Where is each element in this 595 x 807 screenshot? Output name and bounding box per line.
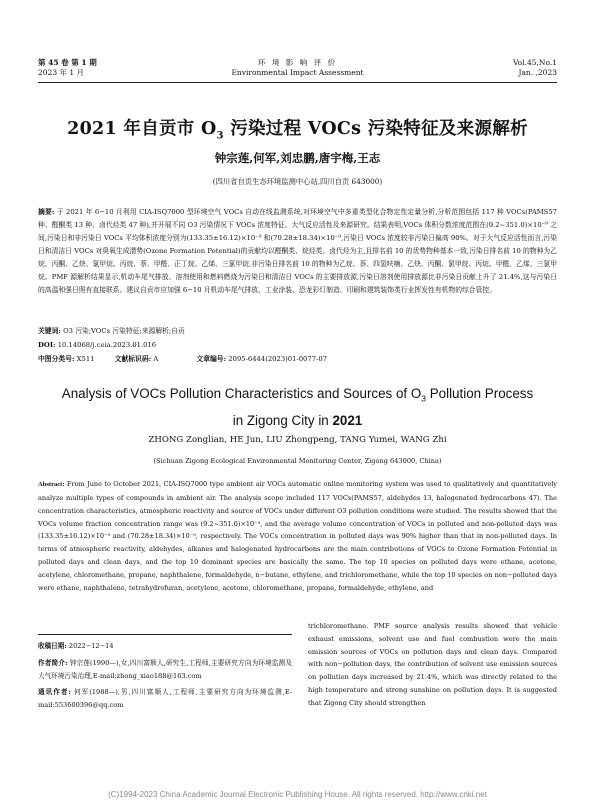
date-zh: 2023 年 1 月 [38,68,85,77]
title-en-line1-sub: 3 [421,393,426,404]
title-en-line2-bold: 2021 [332,412,363,428]
clc-label: 中图分类号: [38,355,75,363]
keywords-zh-label: 关键词: [38,327,61,335]
abstract-zh-text: 于 2021 年 6−10 月利用 CIA-ISQ7000 型环境空气 VOCs 自动在线监测系统,对环境空气中多重类型化合物定性定量分析,分析范围包括 117 种 VOCs(PAMS57 种、醛酮类 13 种、卤代烃类 47 种),并开展不同 O3 污染情况下 VOCs 浓度特征、大气反应活性及来源研究。结果表明,VOCs 体积分数浓度范围在(9.2~351.0)×10⁻⁹ 之间,污染日和非污染日 VOCs 平均体积浓度分别为(133.35±16.12)×10⁻⁹ 和(70.28±18.34)×10⁻⁹,污染日 VOCs 浓度较非污染日偏高 90%。对于大气反应活性而言,污染日和清洁日 VOCs 对臭氧生成潜势(Ozone Formation Potential)的贡献均以醛酮类、烷烃类、卤代烃为主,且排名前 10 的优势物种基本一致,污染日排名前 10 的物种为乙烷、丙酮、乙炔、氯甲烷、丙烷、萘、甲醛、正丁烷、乙烯、三氯甲烷,非污染日排名前 10 的物种为乙烷、萘、四氢呋喃、乙炔、丙酮、氯甲烷、丙烷、甲醛、乙烯、三氯甲烷。PMF 源解析结果显示,机动车尾气排放、溶剂使用和燃料燃烧为污染日和清洁日 VOCs 的主要排放源,污染日溶剂使用排放源比非污染日贡献上升了 21.4%,这与污染日的高温和强日照有直接联系。建议自贡市应加强 6−10 月机动车尾气排放、工业涂装、恐龙彩灯制造、印刷和建筑装饰类行业挥发性有机物的综合管控。 [38,208,557,294]
title-en-line2 [30,410,565,431]
volume-issue-zh: 第 45 卷 第 1 期 [38,58,97,67]
author-info [38,657,292,683]
article-no-label: 文章编号: [196,355,227,363]
received-value: 2022−12−14 [68,642,114,650]
title-en-line1-post: Pollution Process [426,386,534,401]
corresponding-value: 何军(1988—),男,四川富顺人,工程师,主要研究方向为环境监测,E-mail:553600396@qq.com [38,688,292,710]
title-zh [0,115,595,142]
doi [38,339,557,352]
title-en-line1-pre: Analysis of VOCs Pollution Characteristics and Sources of O [61,386,422,401]
corresponding-label: 通讯作者: [38,688,71,697]
article-no-value: 2095-6444(2023)01-0077-07 [228,355,327,363]
classification [38,353,557,366]
title-en [30,383,565,431]
clc-value: X511 [76,355,95,363]
journal-name-en: Environmental Impact Assessment [231,68,364,77]
received-label: 收稿日期: [38,642,67,650]
abstract-zh-label: 摘要: [38,208,55,216]
authors-en: ZHONG Zonglian, HE Jun, LIU Zhongpeng, TANG Yumei, WANG Zhi [148,435,447,445]
author-info-value: 钟宗莲(1990—),女,四川富顺人,研究生,工程师,主要研究方向为环境监测及大气环境污染治理,E-mail:zhong_xiao188@163.com [38,658,292,680]
keywords-zh [38,325,557,338]
abstract-en-right-column: trichloromethane. PMF source analysis results showed that vehicle exhaust emissions, solvent use and fuel combustion were the main emission sources of VOCs on pollution days and clean days. Compared with non−pollution days, the contribution of solvent use emission sources on pollution days increased by 21.4%, which was directly related to the high temperature and strong sunshine on pollution days. It is suggested that Zigong City should strengthen [308,622,557,707]
footnote-rule [38,634,292,635]
journal-issue-right [513,58,557,78]
affiliation-en: (Sichuan Zigong Ecological Environmental Monitoring Center, Zigong 643000, China) [153,457,442,465]
title-zh-pre: 2021 年自贡市 O [67,119,217,139]
copyright-footer: (C)1994-2023 China Academic Journal Electronic Publishing House. All rights reserved. http://www.cnki.net [108,790,487,799]
header-rule [38,82,557,83]
author-info-label: 作者简介: [38,658,68,667]
corresponding-author [38,686,292,712]
title-en-line1 [30,383,565,410]
date-en: Jan. ,2023 [518,68,557,77]
abstract-en-label: Abstract: [38,481,65,488]
doc-code-label: 文献标识码: [114,355,152,363]
volume-issue-en: Vol.45,No.1 [512,58,557,67]
abstract-zh [38,206,557,297]
title-zh-sub: 3 [216,130,224,142]
received-date [38,640,292,653]
doi-label: DOI: [38,341,56,349]
affiliation-zh: (四川省自贡生态环境监测中心站,四川自贡 643000) [212,177,383,186]
doi-text: 10.14068/j.ceia.2023.01.016 [57,341,157,349]
keywords-zh-text: O3 污染;VOCs 污染特征;来源解析;自贡 [63,327,185,335]
authors-zh: 钟宗莲,何军,刘忠鹏,唐宇梅,王志 [214,151,381,165]
journal-name-zh: 环 境 影 响 评 价 [258,58,337,67]
doc-code-value: A [153,355,159,363]
title-zh-post: 污染过程 VOCs 污染特征及来源解析 [223,119,528,139]
abstract-en [38,478,557,595]
title-en-line2-pre: in Zigong City in [232,412,333,428]
footnotes [38,640,292,712]
journal-name [0,58,595,78]
abstract-en-text: From June to October 2021, CIA-ISQ7000 type ambient air VOCs automatic online monitoring system was used to qualitatively and quantitatively analyze multiple types of compounds in ambient air. The analysis scope included 117 VOCs(PAMS57, aldehydes 13, halogenated hydrocarbons 47). The concentration characteristics, atmospheric reactivity and source of VOCs under different O3 pollution conditions were studied. The results showed that the VOCs volume fraction concentration range was (9.2~351.0)×10⁻⁹, and the average volume concentration of VOCs in polluted and non-polluted days was (133.35±16.12)×10⁻⁹ and (70.28±18.34)×10⁻⁹, respectively. The VOCs concentration in polluted days was 90% higher than that in non-polluted days. In terms of atmospheric reactivity, aldehydes, alkanes and halogenated hydrocarbons are the main contributions of VOCs to Ozone Formation Potential in polluted days and clean days, and the top 10 dominant species are basically the same. The top 10 species on polluted days were ethane, acetone, acetylene, chloromethane, propane, naphthalene, formaldehyde, n−butane, ethylene, and trichloromethane, while the top 10 species on non−polluted days were ethane, naphthalene, tetrahydrofuran, acetylene, acetone, chloromethane, propane, formaldehyde, ethylene, and [38,480,557,592]
